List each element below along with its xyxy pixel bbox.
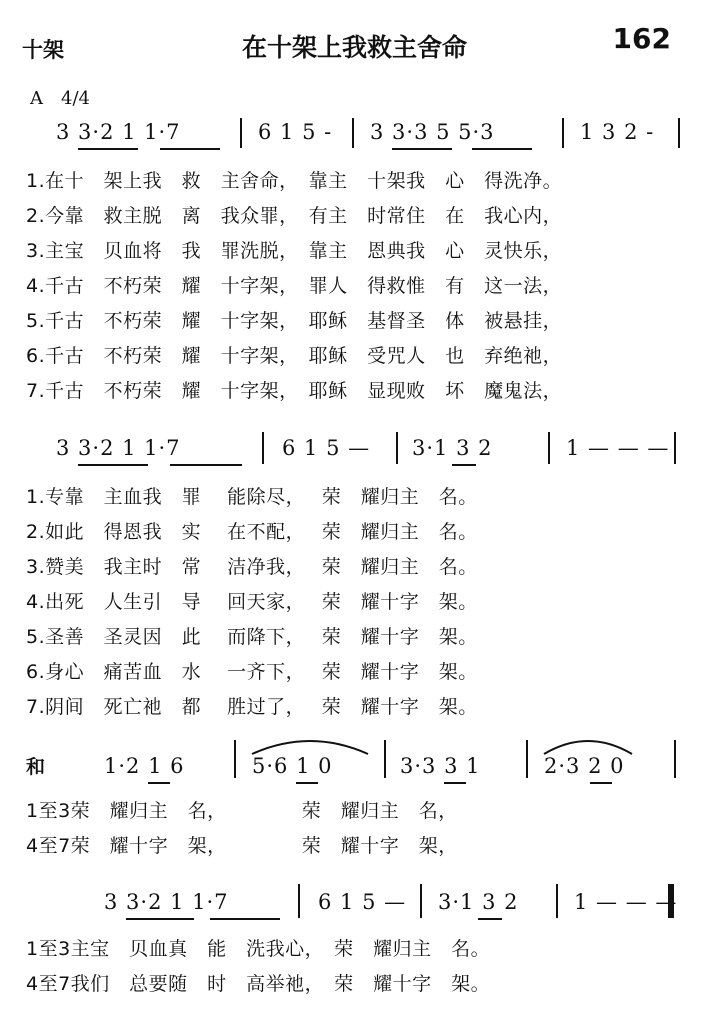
measure-notes: 1 — — —	[566, 436, 670, 460]
measure-notes: 6 1 5 -	[258, 120, 333, 144]
bar-line	[674, 432, 676, 464]
bar-line	[678, 118, 680, 148]
measure-notes: 6 1 5 —	[318, 890, 407, 914]
beam-underline	[452, 464, 476, 466]
beam-underline	[160, 148, 220, 150]
refrain-label: 和	[26, 756, 46, 778]
lyric-line: 5.圣善 圣灵因 此 而降下， 荣 耀十字 架。	[26, 626, 478, 648]
lyric-line: 2.今靠 救主脱 离 我众罪， 有主 时常住 在 我心内，	[26, 205, 563, 227]
key-signature: A 4/4	[30, 88, 90, 109]
lyric-line: 1.专靠 主血我 罪 能除尽， 荣 耀归主 名。	[26, 486, 478, 508]
beam-underline	[478, 918, 502, 920]
lyric-line: 4至7荣 耀十字 架， 荣 耀十字 架，	[26, 835, 458, 857]
hymn-title: 在十架上我救主舍命	[241, 33, 467, 62]
measure-notes: 3·1 3 2	[438, 890, 519, 914]
bar-line	[674, 740, 676, 778]
slur-mark	[540, 734, 636, 756]
lyric-line: 5.千古 不朽荣 耀 十字架， 耶稣 基督圣 体 被悬挂，	[26, 310, 563, 332]
lyric-line: 4至7我们 总要随 时 高举祂， 荣 耀十字 架。	[26, 973, 491, 995]
beam-underline	[210, 918, 280, 920]
beam-underline	[78, 148, 138, 150]
beam-underline	[170, 464, 242, 466]
beam-underline	[590, 782, 612, 784]
bar-line	[526, 740, 528, 778]
bar-line	[234, 740, 236, 778]
bar-line	[352, 118, 354, 148]
hymn-number: 162	[612, 22, 671, 55]
measure-notes: 3 3·2 1 1·7	[104, 890, 229, 914]
final-bar-line	[668, 884, 674, 918]
beam-underline	[296, 782, 318, 784]
beam-underline	[126, 918, 194, 920]
lyric-line: 1至3主宝 贝血真 能 洗我心， 荣 耀归主 名。	[26, 938, 491, 960]
bar-line	[396, 432, 398, 464]
beam-underline	[78, 464, 148, 466]
lyric-line: 3.赞美 我主时 常 洁净我， 荣 耀归主 名。	[26, 556, 478, 578]
measure-notes: 3 3·2 1 1·7	[56, 120, 181, 144]
lyric-line: 7.千古 不朽荣 耀 十字架， 耶稣 显现败 坏 魔鬼法，	[26, 380, 563, 402]
bar-line	[420, 884, 422, 918]
lyric-line: 6.身心 痛苦血 水 一齐下， 荣 耀十字 架。	[26, 661, 478, 683]
bar-line	[262, 432, 264, 464]
bar-line	[384, 740, 386, 778]
lyric-line: 7.阴间 死亡祂 都 胜过了， 荣 耀十字 架。	[26, 696, 478, 718]
measure-notes: 6 1 5 —	[282, 436, 371, 460]
lyric-line: 4.出死 人生引 导 回天家， 荣 耀十字 架。	[26, 591, 478, 613]
lyric-line: 2.如此 得恩我 实 在不配， 荣 耀归主 名。	[26, 521, 478, 543]
measure-notes: 3 3·2 1 1·7	[56, 436, 181, 460]
bar-line	[298, 884, 300, 918]
measure-notes: 3·1 3 2	[412, 436, 493, 460]
beam-underline	[472, 148, 532, 150]
measure-notes: 1 3 2 -	[580, 120, 655, 144]
hymn-category: 十架	[22, 38, 64, 62]
lyric-line: 1.在十 架上我 救 主舍命， 靠主 十架我 心 得洗净。	[26, 170, 563, 192]
beam-underline	[392, 148, 452, 150]
measure-notes: 2·3 2 0	[544, 754, 625, 778]
bar-line	[556, 884, 558, 918]
lyric-line: 3.主宝 贝血将 我 罪洗脱， 靠主 恩典我 心 灵快乐，	[26, 240, 563, 262]
measure-notes: 3 3·3 5 5·3	[370, 120, 495, 144]
beam-underline	[148, 782, 170, 784]
lyric-line: 1至3荣 耀归主 名， 荣 耀归主 名，	[26, 800, 458, 822]
bar-line	[240, 118, 242, 148]
measure-notes: 3·3 3 1	[400, 754, 481, 778]
beam-underline	[444, 782, 466, 784]
bar-line	[562, 118, 564, 148]
lyric-line: 6.千古 不朽荣 耀 十字架， 耶稣 受咒人 也 弃绝祂，	[26, 345, 563, 367]
slur-mark	[248, 734, 372, 756]
measure-notes: 1 — — —	[574, 890, 678, 914]
measure-notes: 1·2 1 6	[104, 754, 185, 778]
lyric-line: 4.千古 不朽荣 耀 十字架， 罪人 得救惟 有 这一法，	[26, 275, 563, 297]
bar-line	[548, 432, 550, 464]
measure-notes: 5·6 1 0	[252, 754, 333, 778]
